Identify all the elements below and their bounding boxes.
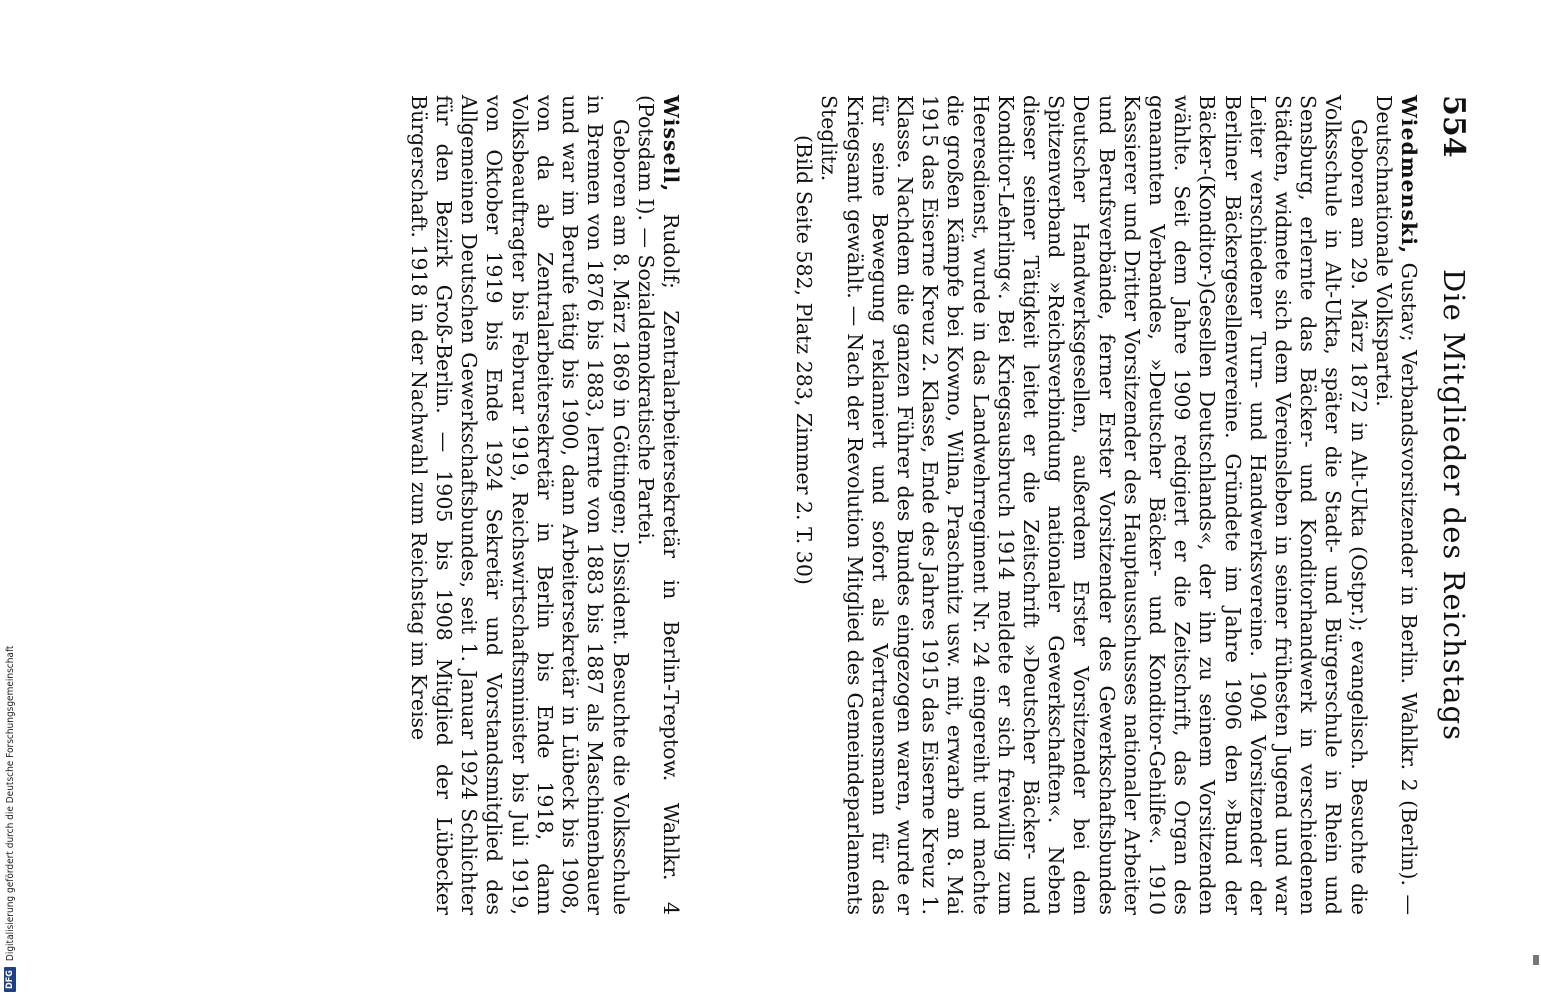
page-content	[406, 95, 1421, 915]
digitization-notice	[0, 0, 20, 1000]
entry-affiliation: Gustav; Verbandsvorsitzender in Berlin. Wahlkr. 2 (Berlin). — Deutschnationale Volkspartei.	[1371, 95, 1421, 915]
digitization-text: Digitalisierung gefördert durch die Deutsche Forschungsgemeinschaft	[4, 645, 16, 962]
entry-name: Wiedmenski,	[1397, 95, 1421, 255]
entry-biography: Geboren am 29. März 1872 in Alt-Ukta (Ostpr.); evangelisch. Besuchte die Volksschule in Alt-Ukta, später die Stadt- und Bürgerschule in Rhein und Sensburg, erlernte das Bäcker- und Konditorhandwerk in verschiedenen Städten, widmete sich dem Vereinsleben in seiner frühesten Jugend und war Leiter verschiedener Turn- und Handwerksvereine. 1904 Vorsitzender der Berliner Bäckergesellenvereine. Gründete im Jahre 1906 den »Bund der Bäcker-(Konditor-)Gesellen Deutschlands«, der ihn zu seinem Vorsitzenden wählte. Seit dem Jahre 1909 redigiert er die Zeitschrift, das Organ des genannten Verbandes, »Deutscher Bäcker- und Konditor-Gehilfe«. 1910 Kassierer und Dritter Vorsitzender des Hauptausschusses nationaler Arbeiter und Berufsverbände, ferner Erster Vorsitzender des Gewerkschaftsbundes Deutscher Handwerksgesellen, außerdem Erster Vorsitzender bei dem Spitzenverband »Reichsverbindung nationaler Gewerkschaften«. Neben dieser seiner Tätigkeit leitet er die Zeitschrift »Deutscher Bäcker- und Konditor-Lehrling«. Bei Kriegsausbruch 1914 meldete er sich freiwillig zum Heeresdienst, wurde in das Landwehrregiment Nr. 24 eingereiht und machte die großen Kämpfe bei Kowno, Wilna, Praschnitz usw. mit, erwarb am 8. Mai 1915 das Eiserne Kreuz 2. Klasse, Ende des Jahres 1915 das Eiserne Kreuz 1. Klasse. Nachdem die ganzen Führer des Bundes eingezogen waren, wurde er für seine Bewegung reklamiert und sofort als Vertrauensmann für das Kriegsamt gewählt. — Nach der Revolution Mitglied des Gemeindeparlaments Steglitz.	[817, 95, 1371, 915]
biography-entry-wissell	[406, 95, 683, 915]
entry-intro	[633, 95, 683, 915]
page-header	[1431, 95, 1471, 915]
scan-edge-mark	[1533, 955, 1539, 965]
image-reference: (Bild Seite 582, Platz 283, Zimmer 2. T. 30)	[792, 135, 817, 585]
entry-intro	[1371, 95, 1421, 915]
entry-affiliation: Rudolf; Zentralarbeitersekretär in Berlin-Treptow. Wahlkr. 4 (Potsdam I). — Sozialdemokratische Partei.	[633, 95, 683, 915]
dfg-logo: DFG	[4, 967, 16, 992]
entry-biography: Geboren am 8. März 1869 in Göttingen; Dissident. Besuchte die Volksschule in Bremen von 1876 bis 1883, lernte von 1883 bis 1887 als Maschinenbauer und war im Berufe tätig bis 1900, dann Arbeitersekretär in Lübeck bis 1908, von da ab Zentralarbeitersekretär in Berlin bis Ende 1918, dann Volksbeauftragter bis Februar 1919, Reichswirtschaftsminister bis Juli 1919, von Oktober 1919 bis Ende 1924 Sekretär und Vorstandsmitglied des Allgemeinen Deutschen Gewerkschaftsbundes, seit 1. Januar 1924 Schlichter für den Bezirk Groß-Berlin. — 1905 bis 1908 Mitglied der Lübecker Bürgerschaft. 1918 in der Nachwahl zum Reichstag im Kreise	[406, 95, 633, 915]
biography-entry-wiedmenski	[791, 95, 1421, 915]
running-title: Die Mitglieder des Reichstags	[1437, 269, 1471, 741]
page-number: 554	[1436, 95, 1471, 158]
entry-name: Wissell,	[658, 95, 683, 193]
